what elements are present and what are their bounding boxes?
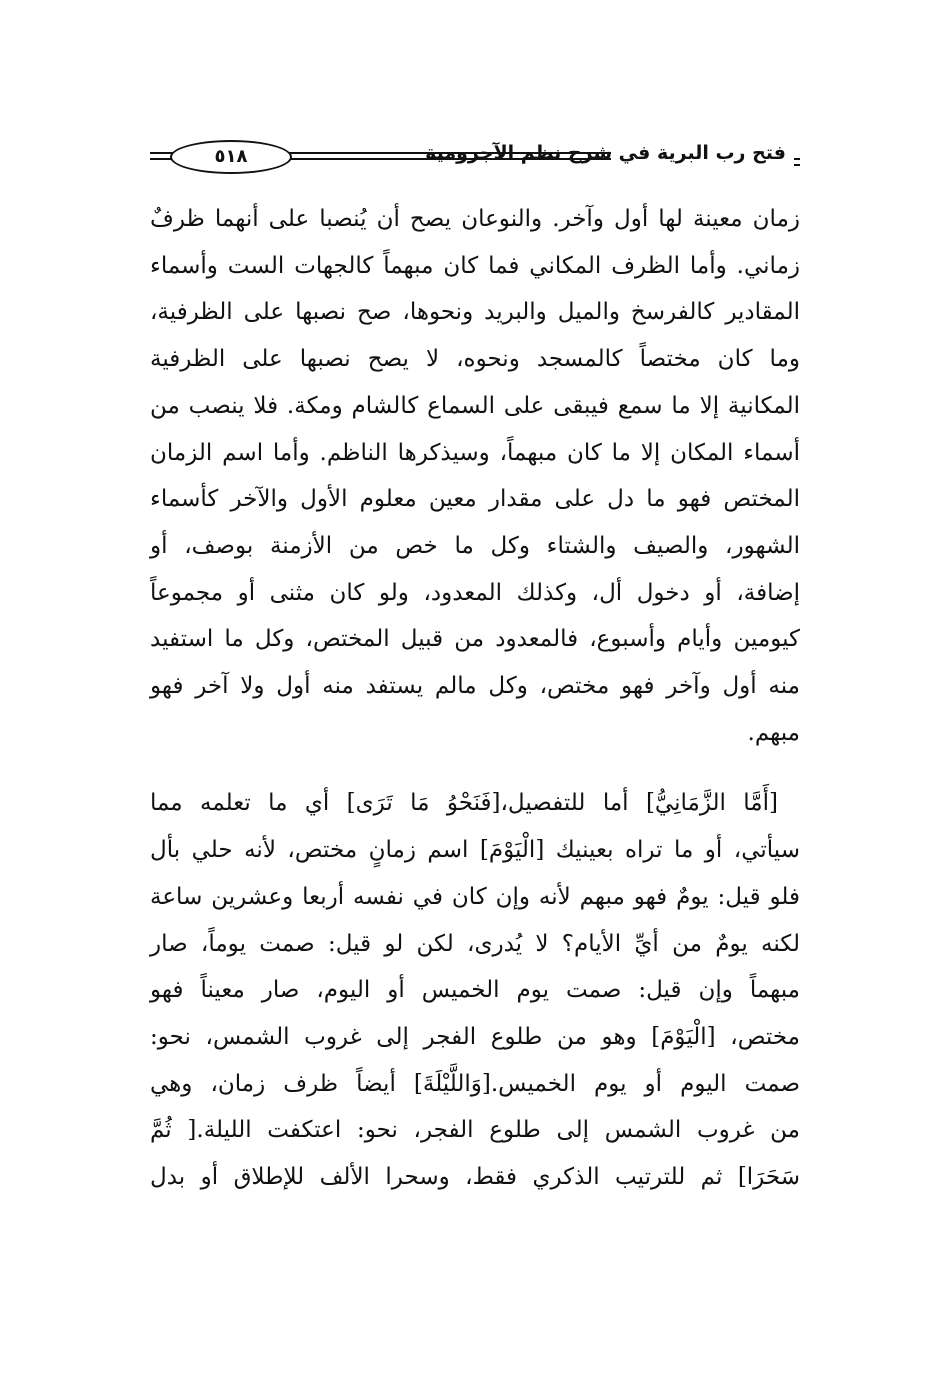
paragraph-2 [150, 780, 800, 1200]
text-line: وما كان مختصاً كالمسجد ونحوه، لا يصح نصبها على الظرفية [150, 346, 800, 373]
text-line: الشهور، والصيف والشتاء وكل ما خص من الأزمنة بوصف، أو [150, 532, 800, 559]
text-line: صمت اليوم أو يوم الخميس.[وَاللَّيْلَةَ] أيضاً ظرف زمان، وهي [150, 1070, 800, 1097]
text-line: سيأتي، أو ما تراه بعينيك [الْيَوْمَ] اسم زمانٍ مختص، لأنه حلي بأل [150, 837, 800, 864]
text-line: سَحَرَا] ثم للترتيب الذكري فقط، وسحرا الألف للإطلاق أو بدل [150, 1164, 800, 1191]
text-line: كيومين وأيام وأسبوع، فالمعدود من قبيل المختص، وكل ما استفيد [150, 626, 800, 653]
text-line: زماني. وأما الظرف المكاني فما كان مبهماً كالجهات الست وأسماء [150, 252, 800, 279]
text-line: المقادير كالفرسخ والميل والبريد ونحوها، صح نصبها على الظرفية، [150, 299, 800, 326]
main-text [150, 196, 800, 1201]
paragraph-gap [150, 756, 800, 780]
book-title: فتح رب البرية في شرح نظم الآجرومية [425, 142, 786, 164]
page-number: ٥١٨ [170, 140, 292, 174]
text-line: مبهماً وإن قيل: صمت يوم الخميس أو اليوم، صار معيناً فهو [150, 977, 800, 1004]
text-line: أسماء المكان إلا ما كان مبهماً، وسيذكرها الناظم. وأما اسم الزمان [150, 439, 800, 466]
text-line: [أَمَّا الزَّمَانِيُّ] أما للتفصيل،[فَنَحْوُ مَا تَرَى] أي ما تعلمه مما [150, 790, 778, 817]
header-dash [794, 158, 800, 166]
text-line: منه أول وآخر فهو مختص، وكل مالم يستفد منه أول ولا آخر فهو [150, 673, 800, 700]
text-line: مختص، [الْيَوْمَ] وهو من طلوع الفجر إلى غروب الشمس، نحو: [150, 1023, 800, 1050]
text-line: المكانية إلا ما سمع فيبقى على السماع كالشام ومكة. فلا ينصب من [150, 392, 800, 419]
text-line: من غروب الشمس إلى طلوع الفجر، نحو: اعتكفت الليلة.[ ثُمَّ [150, 1117, 800, 1144]
paragraph-1 [150, 196, 800, 756]
header-rule [285, 152, 611, 160]
text-line: المختص فهو ما دل على مقدار معين معلوم الأول والآخر كأسماء [150, 486, 800, 513]
text-line: فلو قيل: يومٌ فهو مبهم لأنه وإن كان في نفسه أربعا وعشرين ساعة [150, 883, 800, 910]
text-line: زمان معينة لها أول وآخر. والنوعان يصح أن يُنصبا على أنهما ظرفٌ [150, 206, 800, 232]
text-line: إضافة، أو دخول أل، وكذلك المعدود، ولو كان مثنى أو مجموعاً [150, 579, 800, 606]
text-line: لكنه يومٌ من أيِّ الأيام؟ لا يُدرى، لكن لو قيل: صمت يوماً، صار [150, 930, 800, 957]
running-header [150, 138, 800, 178]
text-line: مبهم. [747, 719, 800, 746]
